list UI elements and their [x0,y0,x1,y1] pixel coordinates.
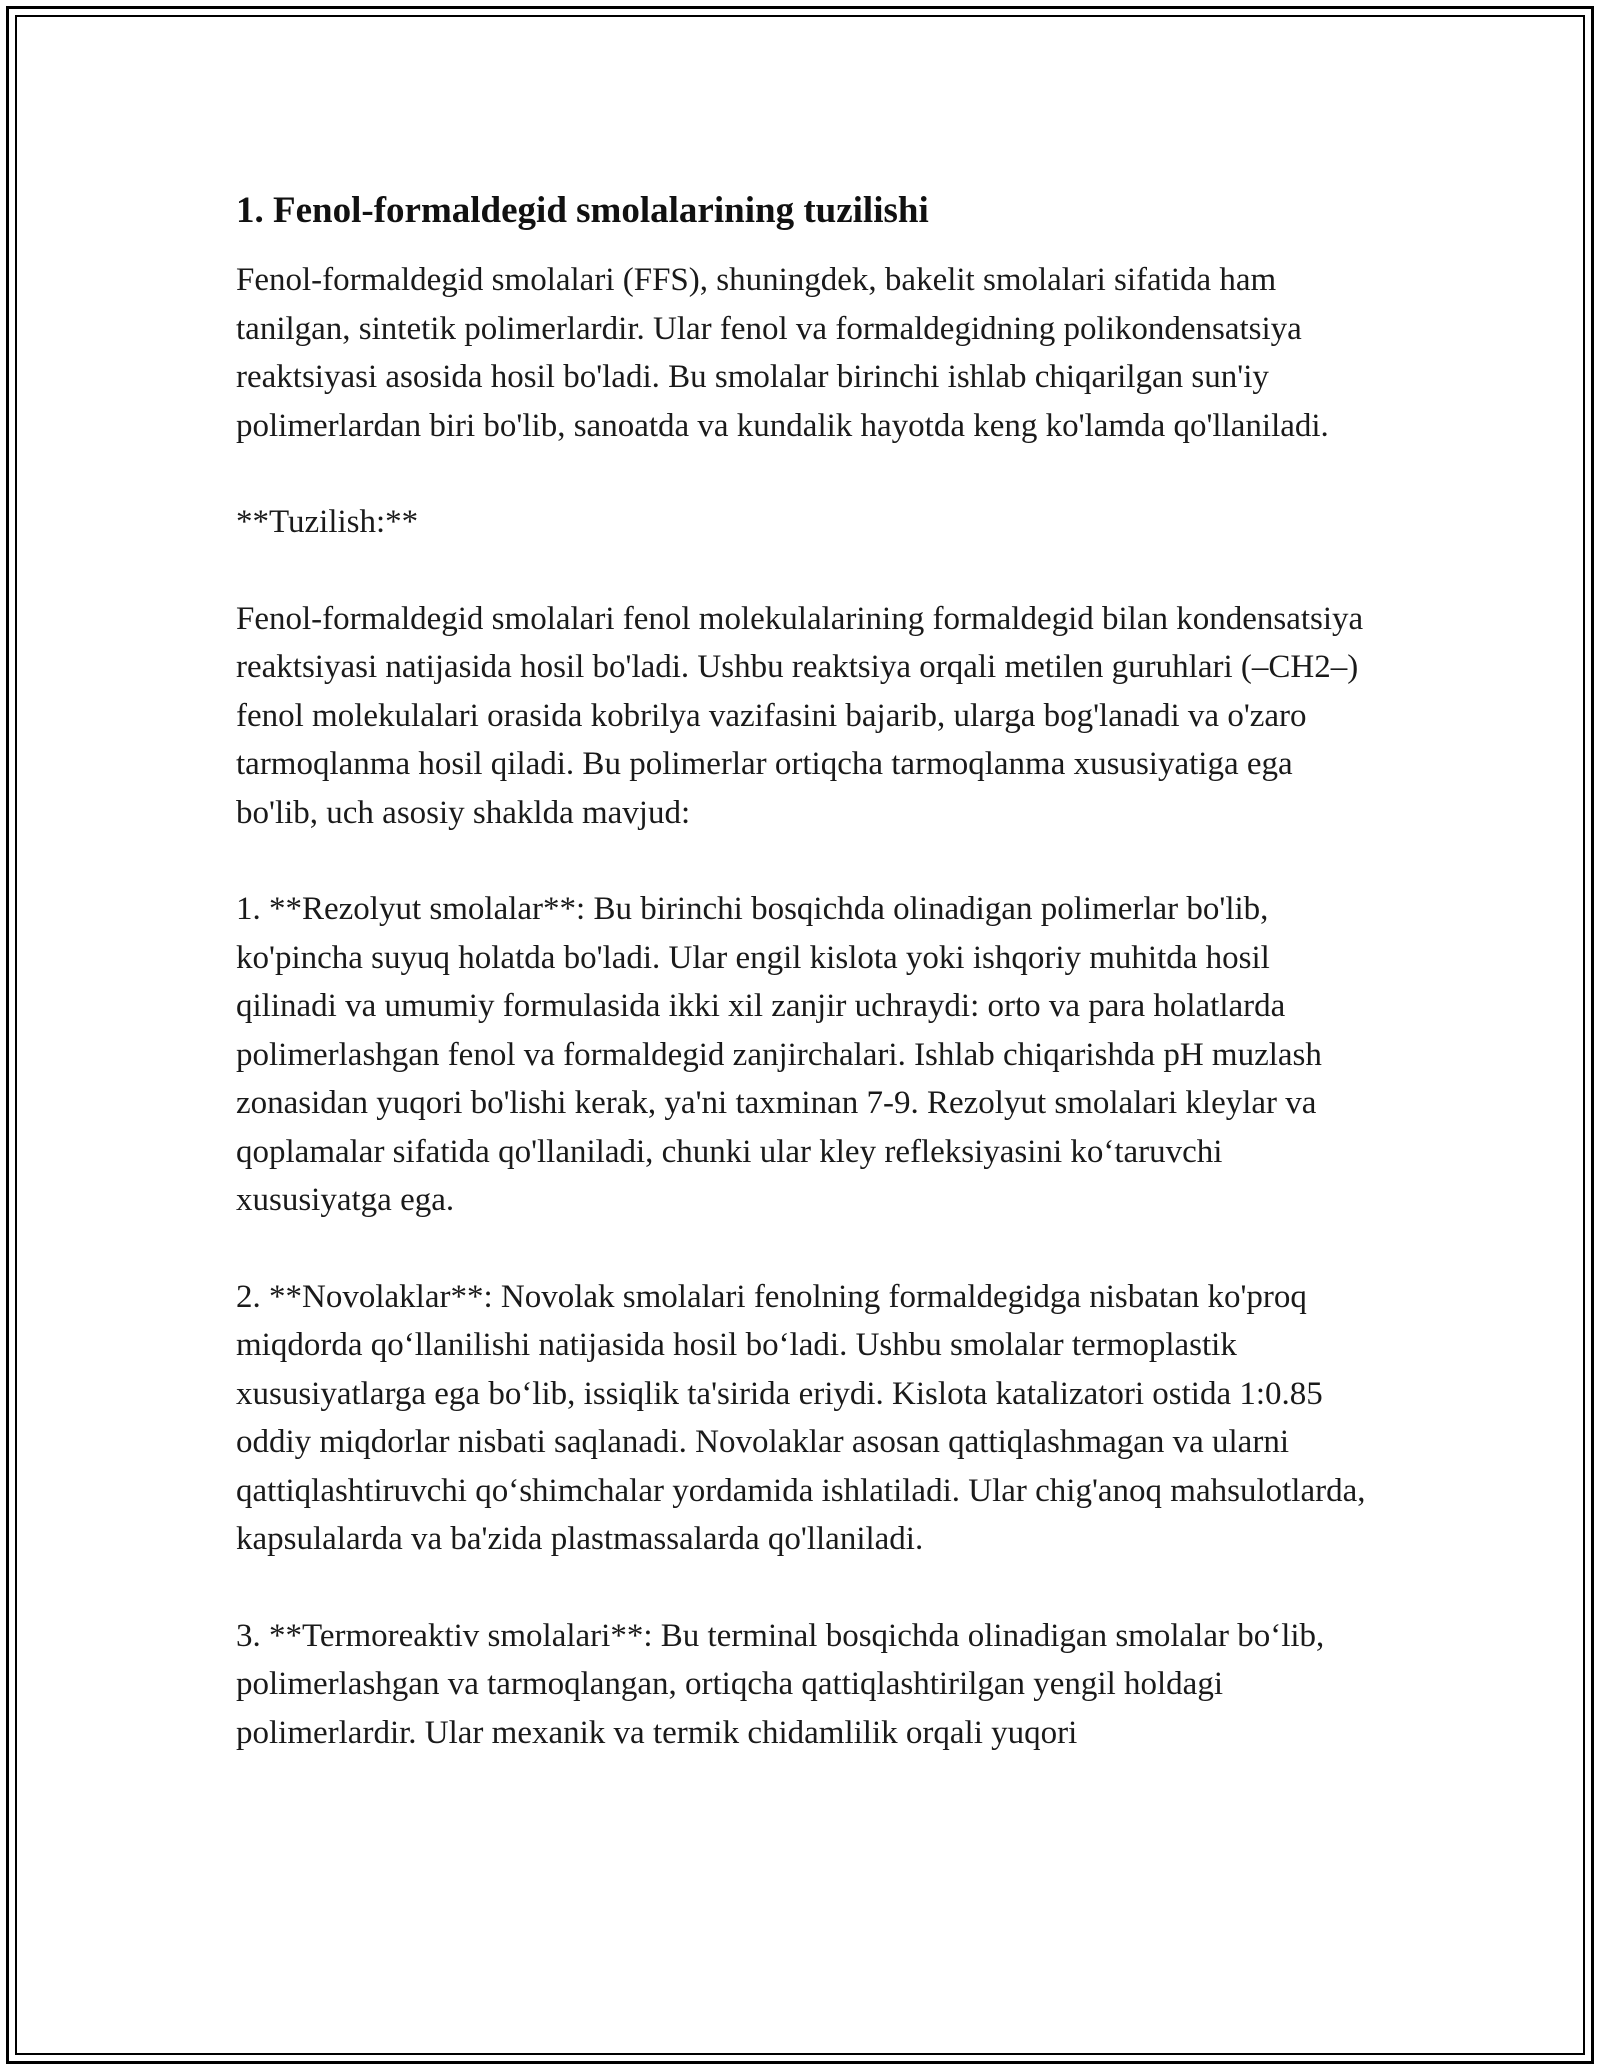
paragraph-structure-label: **Tuzilish:** [236,504,419,540]
paragraph-resol-resins: 1. **Rezolyut smolalar**: Bu birinchi bosqichda olinadigan polimerlar bo'lib, ko'pincha suyuq holatda bo'ladi. Ular engil kislota yoki ishqoriy muhitda hosil qilinadi va umumiy formulasida ikki xil zanjir uchraydi: orto va para holatlarda polimerlashgan fenol va formaldegid zanjirchalari. Ishlab chiqarishda pH muzlash zonasidan yuqori bo'lishi kerak, ya'ni taxminan 7-9. Rezolyut smolalari kleylar va qoplamalar sifatida qo'llaniladi, chunki ular kley refleksiyasini ko‘taruvchi xususiyatga ega. [236,891,1322,1218]
section-heading: 1. Fenol-formaldegid smolalarining tuzilishi [236,190,929,231]
paragraph-novolacs: 2. **Novolaklar**: Novolak smolalari fenolning formaldegidga nisbatan ko'proq miqdorda qo‘llanilishi natijasida hosil bo‘ladi. Ushbu smolalar termoplastik xususiyatlarga ega bo‘lib, issiqlik ta'sirida eriydi. Kislota katalizatori ostida 1:0.85 oddiy miqdorlar nisbati saqlanadi. Novolaklar asosan qattiqlashmagan va ularni qattiqlashtiruvchi qo‘shimchalar yordamida ishlatiladi. Ular chig'anoq mahsulotlarda, kapsulalarda va ba'zida plastmassalarda qo'llaniladi. [236,1278,1366,1557]
paragraph-intro: Fenol-formaldegid smolalari (FFS), shuningdek, bakelit smolalari sifatida ham tanilgan, sintetik polimerlardir. Ular fenol va formaldegidning polikondensatsiya reaktsiyasi asosida hosil bo'ladi. Bu smolalar birinchi ishlab chiqarilgan sun'iy polimerlardan biri bo'lib, sanoatda va kundalik hayotda keng ko'lamda qo'llaniladi. [236,262,1329,444]
paragraph-structure-description: Fenol-formaldegid smolalari fenol molekulalarining formaldegid bilan kondensatsiya reaktsiyasi natijasida hosil bo'ladi. Ushbu reaktsiya orqali metilen guruhlari (–CH2–) fenol molekulalari orasida kobrilya vazifasini bajarib, ularga bog'lanadi va o'zaro tarmoqlanma hosil qiladi. Bu polimerlar ortiqcha tarmoqlanma xususiyatiga ega bo'lib, uch asosiy shaklda mavjud: [236,600,1364,831]
paragraph-thermoset-resins: 3. **Termoreaktiv smolalari**: Bu terminal bosqichda olinadigan smolalar bo‘lib, polimerlashgan va tarmoqlangan, ortiqcha qattiqlashtirilgan yengil holdagi polimerlardir. Ular mexanik va termik chidamlilik orqali yuqori [236,1617,1325,1751]
document-page [236,188,1366,1805]
